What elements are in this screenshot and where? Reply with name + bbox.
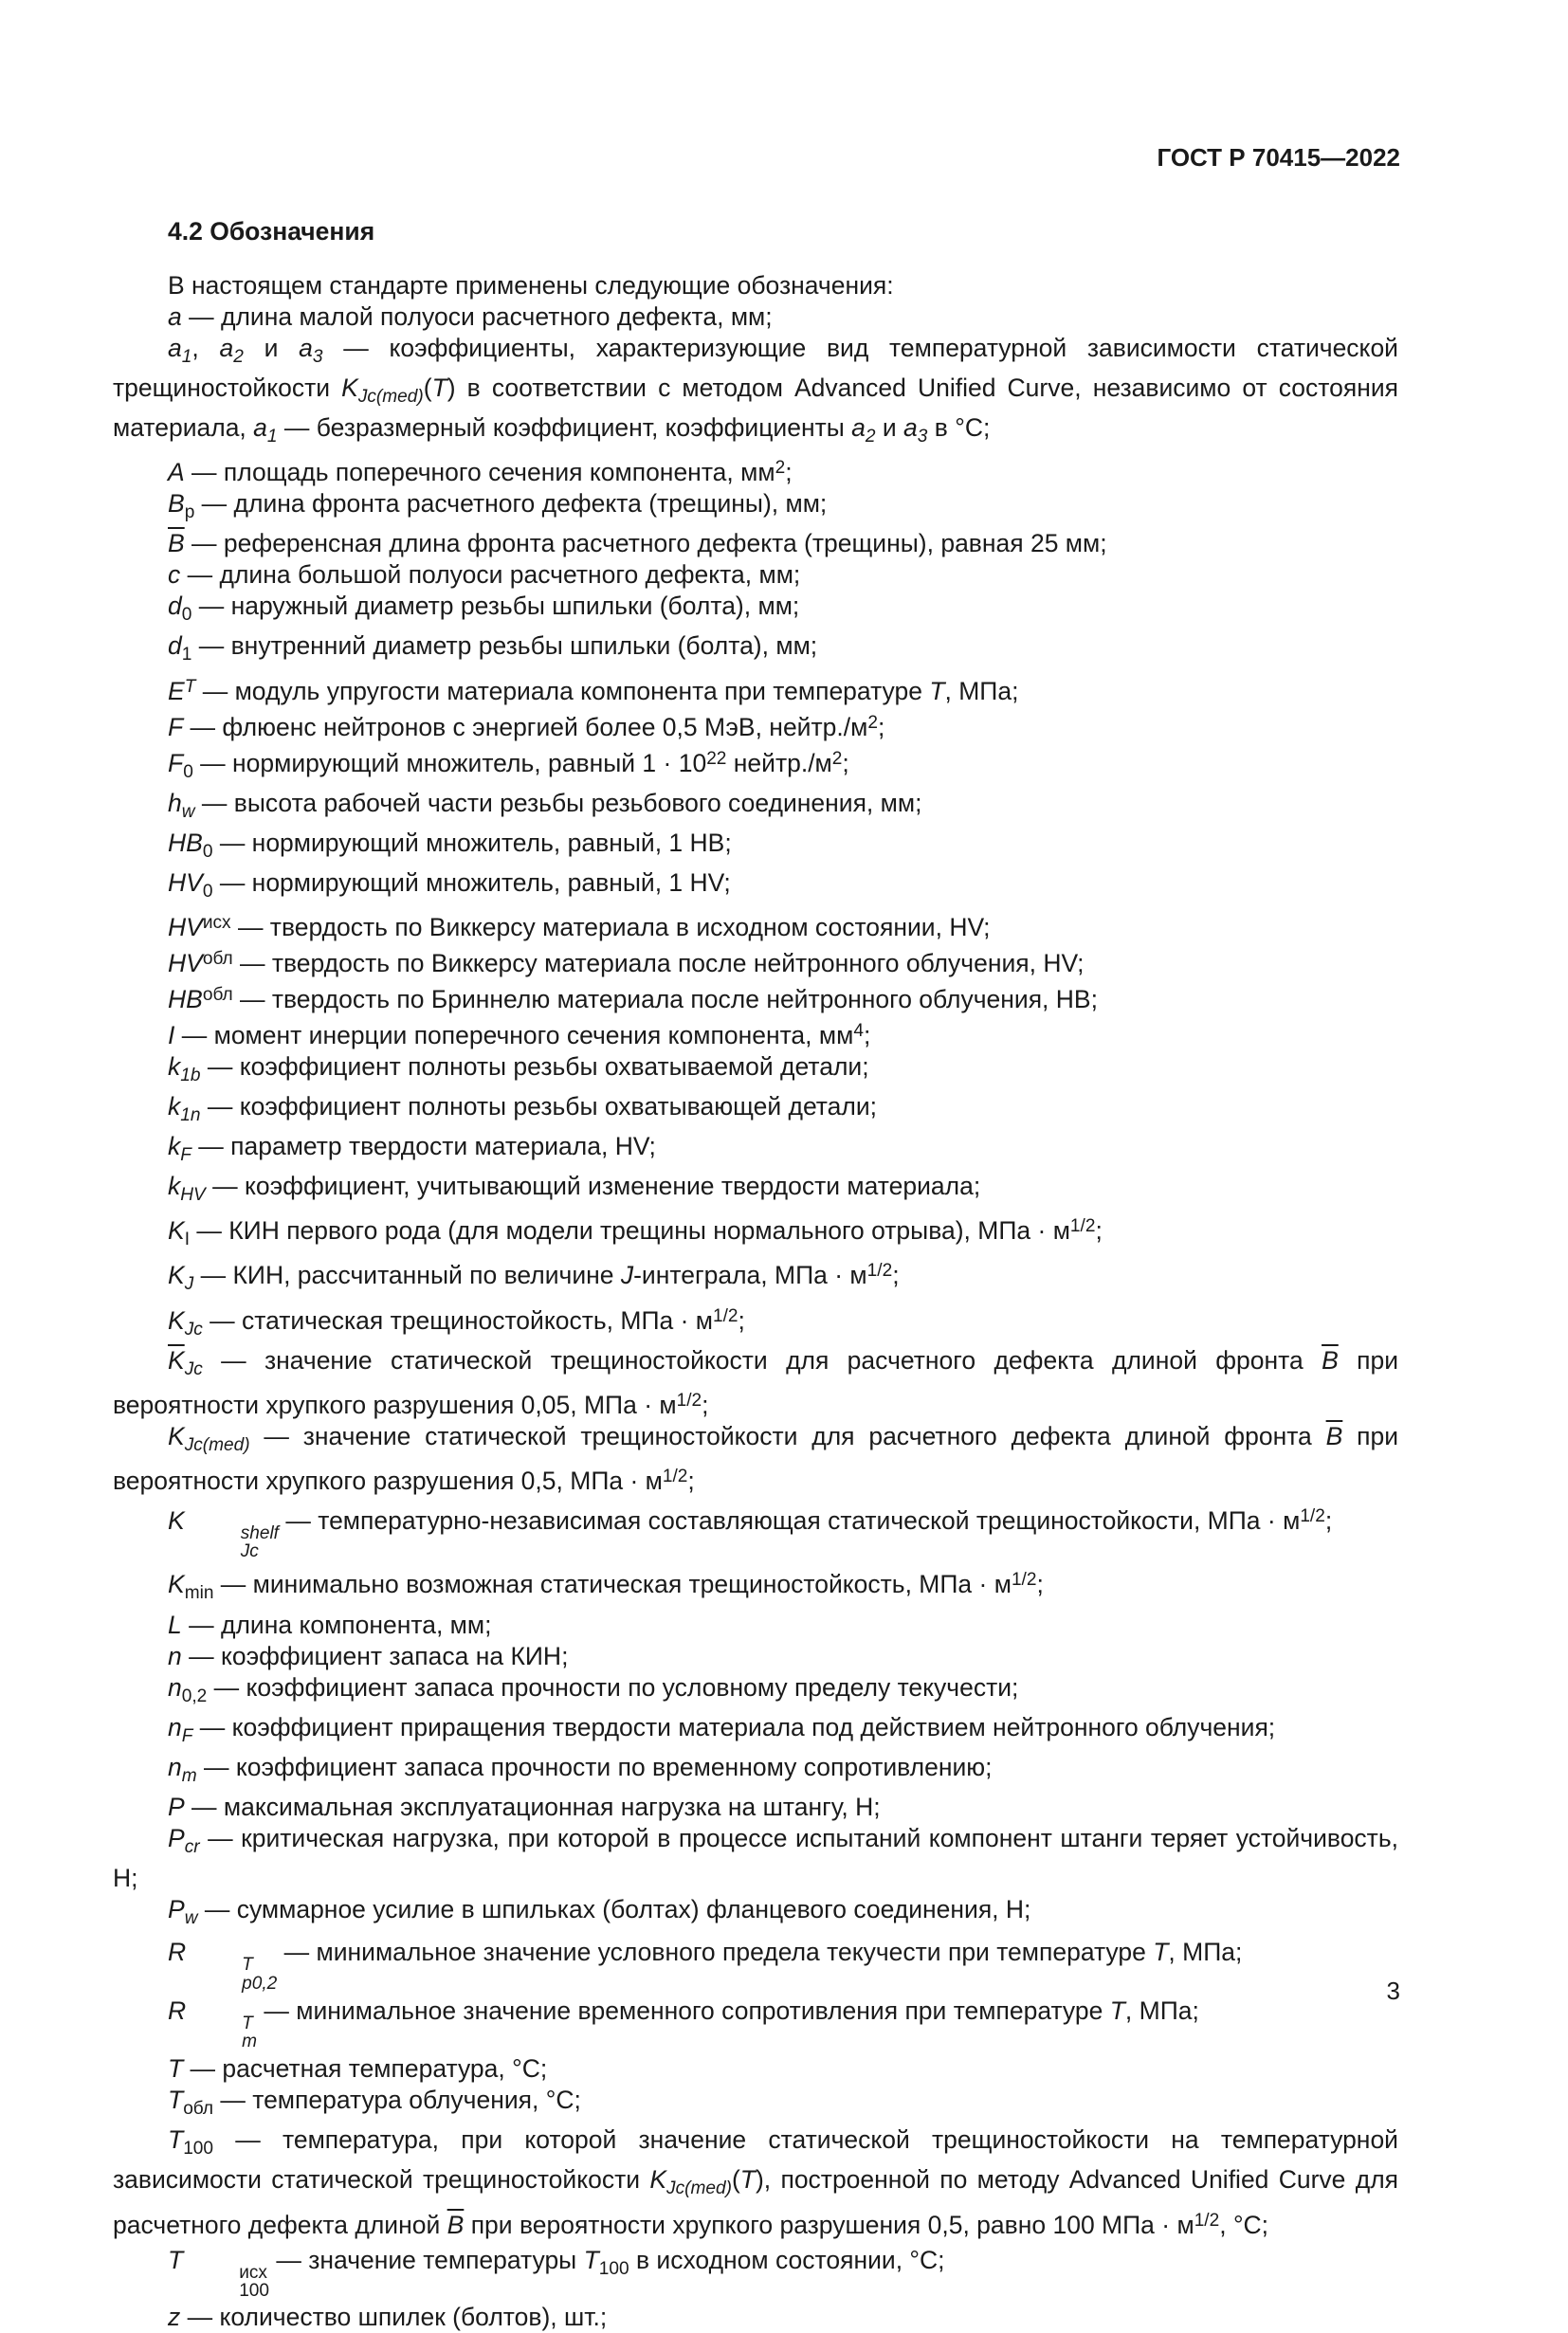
symbol-sub: 0 <box>183 761 193 782</box>
definition-n02 <box>113 1672 1398 1712</box>
symbol-sub: w <box>181 801 195 822</box>
definition-P <box>113 1792 1398 1823</box>
text: , МПа; <box>1124 1996 1199 2025</box>
symbol-sub: w <box>184 1907 198 1928</box>
text: ; <box>892 1261 900 1290</box>
symbol-sub: J <box>184 1274 194 1295</box>
symbol: HB <box>168 984 203 1013</box>
definition-text: — количество шпилек (болтов), шт.; <box>180 2303 608 2332</box>
symbol: z <box>168 2303 181 2332</box>
definition-nF <box>113 1712 1398 1752</box>
symbol: F <box>168 748 184 777</box>
definition-text: — твердость по Бриннелю материала после нейтронного облучения, НВ; <box>232 984 1098 1013</box>
superscript: 4 <box>853 1020 864 1041</box>
symbol: k <box>168 1092 181 1121</box>
symbol: HB <box>168 828 203 857</box>
symbol: k <box>168 1172 181 1201</box>
symbol: K <box>168 1216 185 1246</box>
symbol-sub: 2 <box>865 427 876 447</box>
symbol-sub: min <box>184 1583 214 1604</box>
symbol-sub: 2 <box>233 347 244 368</box>
symbol: a <box>168 334 182 362</box>
symbol-sub: 1b <box>180 1066 201 1086</box>
symbol: a <box>168 302 182 331</box>
definition-text: — минимальное значение временного сопротивления при температуре <box>257 1996 1110 2025</box>
definition-text: в соответствии с методом Advanced Unified Curve, независимо от состояния материала, <box>113 374 1398 443</box>
symbol-sub: 0 <box>181 605 192 626</box>
symbol: k <box>168 1051 181 1081</box>
symbol: $\overline{B}$ <box>447 2210 465 2239</box>
symbol: J <box>620 1261 634 1290</box>
definition-d1 <box>113 630 1398 670</box>
symbol: K <box>168 1261 185 1290</box>
definition-text: — референсная длина фронта расчетного дефекта (трещины), равная 25 мм; <box>184 529 1107 558</box>
superscript: 1/2 <box>1300 1505 1325 1526</box>
superscript: 1/2 <box>676 1390 702 1411</box>
superscript: обл <box>202 984 233 1005</box>
definition-KJc <box>113 1301 1398 1345</box>
symbol: K <box>168 1421 185 1450</box>
superscript: 1/2 <box>1069 1216 1096 1237</box>
text: ; <box>1036 1570 1044 1599</box>
definition-HV-irradiated <box>113 943 1398 979</box>
definition-text: — значение статической трещиностойкости для расчетного дефекта длиной фронта <box>202 1345 1322 1375</box>
definition-T-irradiation <box>113 2085 1398 2124</box>
text: и <box>875 413 904 443</box>
definition-text: ), построенной по методу Advanced Unified Curve для расчетного дефекта длиной <box>113 2165 1399 2239</box>
symbol: c <box>168 560 181 590</box>
text: в исходном состоянии, °C; <box>629 2245 945 2274</box>
text: ) <box>447 374 456 403</box>
superscript: 1/2 <box>662 1466 688 1486</box>
definition-text: — коэффициент запаса на КИН; <box>181 1641 569 1670</box>
text: , <box>191 334 220 362</box>
symbol: d <box>168 631 182 661</box>
text: ; <box>863 1020 871 1049</box>
symbol: T <box>1109 1996 1125 2025</box>
symbol-sub: 0 <box>202 841 213 862</box>
symbol: h <box>168 788 182 817</box>
symbol: P <box>168 1894 185 1923</box>
text: ; <box>1095 1216 1103 1246</box>
definition-HB-irradiated <box>113 979 1398 1015</box>
definition-text: — твердость по Виккерсу материала в исходном состоянии, НV; <box>230 912 991 941</box>
definition-text: — максимальная эксплуатационная нагрузка на штангу, Н; <box>184 1792 881 1821</box>
definition-text: — площадь поперечного сечения компонента, мм <box>184 458 775 487</box>
symbol: R <box>168 1996 187 2025</box>
definition-text: — нормирующий множитель, равный 1 · 10 <box>192 748 707 777</box>
definition-text: — коэффициент приращения твердости материала под действием нейтронного облучения; <box>192 1712 1276 1741</box>
symbol-sub: Jc(med) <box>184 1434 250 1455</box>
symbol-sub: 100 <box>183 2139 214 2160</box>
definition-KJc-bar <box>113 1345 1398 1421</box>
definition-text: — модуль упругости материала компонента при температуре <box>195 676 930 705</box>
definition-Rp02 <box>113 1937 1398 1993</box>
superscript: 2 <box>831 748 843 769</box>
definition-text: — КИН, рассчитанный по величине <box>193 1261 621 1290</box>
symbol-sub: 100 <box>598 2258 629 2279</box>
definition-T100 <box>113 2124 1398 2240</box>
definition-text: — длина компонента, мм; <box>181 1610 492 1639</box>
definition-text: — коэффициент, учитывающий изменение твердости материала; <box>205 1172 981 1201</box>
definition-text: — высота рабочей части резьбы резьбового соединения, мм; <box>194 788 922 817</box>
symbol-indices <box>186 1524 279 1560</box>
symbol-sub: I <box>184 1230 190 1250</box>
symbol: T <box>1153 1937 1169 1966</box>
symbol-sub: F <box>180 1145 191 1166</box>
symbol: n <box>168 1672 182 1702</box>
symbol-sub: Jc <box>184 1319 203 1340</box>
definition-text: — температура облучения, °C; <box>213 2086 581 2115</box>
definition-text: — параметр твердости материала, НV; <box>191 1132 656 1161</box>
definition-a1-a2-a3 <box>113 333 1398 452</box>
definition-Bp <box>113 488 1398 528</box>
symbol-sub: Jc(med) <box>666 2178 732 2199</box>
symbol-indices <box>184 2264 269 2300</box>
superscript: 1/2 <box>1194 2210 1220 2231</box>
symbol: B <box>168 489 185 519</box>
symbol-sub: обл <box>183 2099 213 2120</box>
text: ; <box>687 1466 695 1495</box>
symbol: T <box>583 2245 599 2274</box>
symbol: $\overline{B}$ <box>1322 1345 1339 1375</box>
symbol-sub: 1 <box>266 427 278 447</box>
text: при вероятности хрупкого разрушения 0,5, МПа · м <box>113 1421 1398 1495</box>
definition-F0 <box>113 743 1398 788</box>
definition-text: — температурно-независимая составляющая статической трещиностойкости, МПа · м <box>279 1505 1301 1535</box>
definition-z <box>113 2302 1398 2333</box>
symbol: a <box>219 334 234 362</box>
symbol-sub: 0 <box>202 881 213 902</box>
definition-text: — длина большой полуоси расчетного дефекта, мм; <box>180 560 801 590</box>
text: при вероятности хрупкого разрушения 0,5, равно 100 МПа · м <box>464 2210 1194 2239</box>
definition-d0 <box>113 591 1398 630</box>
text: при вероятности хрупкого разрушения 0,05, МПа · м <box>113 1345 1398 1419</box>
definition-text: — твердость по Виккерсу материала после нейтронного облучения, НV; <box>232 948 1085 977</box>
definition-n <box>113 1641 1398 1672</box>
symbol: n <box>168 1752 182 1781</box>
symbol: n <box>168 1712 182 1741</box>
text: , °C; <box>1219 2210 1269 2239</box>
symbol: I <box>168 1020 175 1049</box>
definition-KJc-med <box>113 1421 1398 1497</box>
symbol-sub: 0,2 <box>181 1686 208 1706</box>
symbol: HV <box>168 912 203 941</box>
symbol-sub: Jc <box>240 1541 259 1562</box>
symbol: P <box>168 1792 185 1821</box>
text: ; <box>1324 1505 1333 1535</box>
definition-text: — коэффициент запаса прочности по условному пределу текучести; <box>207 1672 1019 1702</box>
symbol: R <box>168 1937 187 1966</box>
symbol: T <box>168 2054 184 2084</box>
text: нейтр./м <box>726 748 832 777</box>
symbol: a <box>299 334 313 362</box>
definition-k1b <box>113 1051 1398 1091</box>
definition-text: — коэффициент полноты резьбы охватываемой детали; <box>200 1051 869 1081</box>
symbol: K <box>649 2165 667 2195</box>
superscript: исх <box>202 912 231 933</box>
symbol-sub: F <box>181 1725 193 1746</box>
text: , МПа; <box>944 676 1019 705</box>
definition-text: — коэффициент запаса прочности по временному сопротивлению; <box>196 1752 993 1781</box>
superscript: T <box>184 676 196 697</box>
symbol: A <box>168 458 185 487</box>
superscript: 2 <box>775 458 786 479</box>
definition-Pcr <box>113 1823 1398 1894</box>
page-number: 3 <box>1386 1977 1400 2005</box>
definition-text: — значение температуры <box>269 2245 584 2274</box>
definition-F <box>113 707 1398 743</box>
section-title: 4.2 Обозначения <box>168 217 375 246</box>
definition-text: — КИН первого рода (для модели трещины нормального отрыва), МПа · м <box>190 1216 1070 1246</box>
symbol: L <box>168 1610 182 1639</box>
text: -интеграла, МПа · м <box>633 1261 867 1290</box>
definition-text: — минимальное значение условного предела текучести при температуре <box>277 1937 1154 1966</box>
document-body <box>113 216 1398 2333</box>
symbol: K <box>341 374 358 403</box>
symbol: n <box>168 1641 182 1670</box>
superscript: T <box>242 2014 253 2034</box>
symbol: T <box>431 374 447 403</box>
superscript: 1/2 <box>713 1305 738 1326</box>
symbol-sub: cr <box>184 1836 200 1857</box>
symbol-sub: m <box>242 2032 258 2052</box>
definition-text: — коэффициент полноты резьбы охватывающей детали; <box>200 1092 878 1121</box>
definition-text: — температура, при которой значение статической трещиностойкости на температурной зависимости статической трещиностойкости <box>113 2125 1398 2195</box>
definition-a <box>113 301 1398 333</box>
text: и <box>243 334 300 362</box>
definition-text: — статическая трещиностойкость, МПа · м <box>202 1305 713 1335</box>
symbol-sub: HV <box>180 1185 206 1206</box>
symbol: P <box>168 1823 185 1852</box>
symbol: k <box>168 1132 181 1161</box>
definition-text: — минимально возможная статическая трещиностойкость, МПа · м <box>213 1570 1012 1599</box>
superscript: 1/2 <box>866 1261 893 1282</box>
symbol: T <box>168 2086 184 2115</box>
definition-KJ <box>113 1255 1398 1300</box>
definition-text: — расчетная температура, °C; <box>183 2054 548 2084</box>
symbol: K <box>168 1305 185 1335</box>
symbol: F <box>168 712 184 741</box>
text: в °C; <box>927 413 991 443</box>
text: ; <box>877 712 885 741</box>
definition-KI <box>113 1211 1398 1255</box>
symbol: d <box>168 592 182 621</box>
superscript: 1/2 <box>1011 1570 1037 1591</box>
definition-text: — значение статической трещиностойкости для расчетного дефекта длиной фронта <box>249 1421 1326 1450</box>
symbol: a <box>903 413 918 443</box>
symbol: $\overline{B}$ <box>1325 1421 1343 1450</box>
symbol-sub: Jc <box>184 1358 203 1379</box>
superscript: 2 <box>867 712 878 733</box>
definition-k1n <box>113 1091 1398 1131</box>
definition-L <box>113 1610 1398 1641</box>
text: ( <box>731 2165 740 2195</box>
symbol: K <box>168 1505 185 1535</box>
symbol-sub: 1n <box>180 1105 201 1126</box>
symbol-sub: 3 <box>917 427 928 447</box>
definition-KJc-shelf <box>113 1501 1398 1561</box>
symbol-sub: p <box>184 502 195 523</box>
definition-text: — длина малой полуоси расчетного дефекта, мм; <box>181 302 773 331</box>
definition-text: — нормирующий множитель, равный, 1 НV; <box>212 867 731 897</box>
symbol: HV <box>168 948 203 977</box>
definition-T <box>113 2053 1398 2085</box>
symbol-sub: 1 <box>181 347 192 368</box>
definition-B-bar <box>113 528 1398 559</box>
superscript: shelf <box>240 1523 279 1544</box>
symbol-sub: Jc(med) <box>357 387 424 408</box>
text: ; <box>702 1390 709 1419</box>
definition-HB0 <box>113 828 1398 867</box>
symbol-sub: 100 <box>239 2281 270 2302</box>
superscript: исх <box>239 2263 267 2284</box>
definition-Kmin <box>113 1564 1398 1609</box>
definition-text: — критическая нагрузка, при которой в процессе испытаний компонент штанги теряет устойчивость, Н; <box>113 1823 1398 1892</box>
page-header: ГОСТ Р 70415—2022 <box>1157 143 1400 172</box>
symbol: K <box>168 1570 185 1599</box>
symbol: HV <box>168 867 203 897</box>
definition-nm <box>113 1752 1398 1792</box>
symbol-sub: 1 <box>181 645 192 665</box>
symbol: E <box>168 676 185 705</box>
definition-text: — флюенс нейтронов с энергией более 0,5 МэВ, нейтр./м <box>183 712 868 741</box>
symbol: T <box>739 2165 756 2195</box>
definition-text: — внутренний диаметр резьбы шпильки (болта), мм; <box>191 631 818 661</box>
symbol-sub: m <box>181 1765 197 1786</box>
definition-text: — наружный диаметр резьбы шпильки (болта), мм; <box>191 592 800 621</box>
symbol: T <box>929 676 945 705</box>
definition-text: — момент инерции поперечного сечения компонента, мм <box>174 1020 854 1049</box>
definition-kF <box>113 1131 1398 1171</box>
definition-T100-initial <box>113 2245 1398 2301</box>
intro-line: В настоящем стандарте применены следующие обозначения: <box>168 271 894 300</box>
definition-c <box>113 559 1398 591</box>
definition-Pw <box>113 1894 1398 1934</box>
definition-text: — длина фронта расчетного дефекта (трещины), мм; <box>194 489 828 519</box>
superscript: T <box>242 1955 253 1976</box>
definition-Rm <box>113 1996 1398 2051</box>
symbol: T <box>168 2245 184 2274</box>
definition-kHV <box>113 1171 1398 1211</box>
text: ; <box>785 458 793 487</box>
symbol-sub: 3 <box>312 347 323 368</box>
symbol-sub: p0,2 <box>242 1973 278 1994</box>
symbol: a <box>253 413 267 443</box>
text: , МПа; <box>1168 1937 1243 1966</box>
superscript: обл <box>202 948 233 969</box>
definition-text: — нормирующий множитель, равный, 1 НВ; <box>212 828 732 857</box>
symbol: $\overline{B}$ <box>168 529 185 558</box>
definition-text: — суммарное усилие в шпильках (болтах) фланцевого соединения, Н; <box>197 1894 1031 1923</box>
symbol: $\overline{K}$ <box>168 1345 185 1375</box>
definition-hw <box>113 788 1398 828</box>
definition-text: — коэффициенты, характеризующие вид температурной зависимости статической трещиностойкости <box>113 334 1398 403</box>
symbol: a <box>851 413 866 443</box>
definition-ET <box>113 671 1398 707</box>
symbol: T <box>168 2125 184 2155</box>
text: ( <box>423 374 432 403</box>
symbol-indices <box>187 1956 277 1992</box>
definition-HV0 <box>113 867 1398 907</box>
definition-HV-initial <box>113 907 1398 943</box>
definition-A <box>113 452 1398 488</box>
superscript: 22 <box>706 748 727 769</box>
definition-I <box>113 1015 1398 1051</box>
text: ; <box>738 1305 745 1335</box>
definition-text: — безразмерный коэффициент, коэффициенты <box>277 413 852 443</box>
text: ; <box>842 748 849 777</box>
symbol-indices <box>187 2014 257 2050</box>
